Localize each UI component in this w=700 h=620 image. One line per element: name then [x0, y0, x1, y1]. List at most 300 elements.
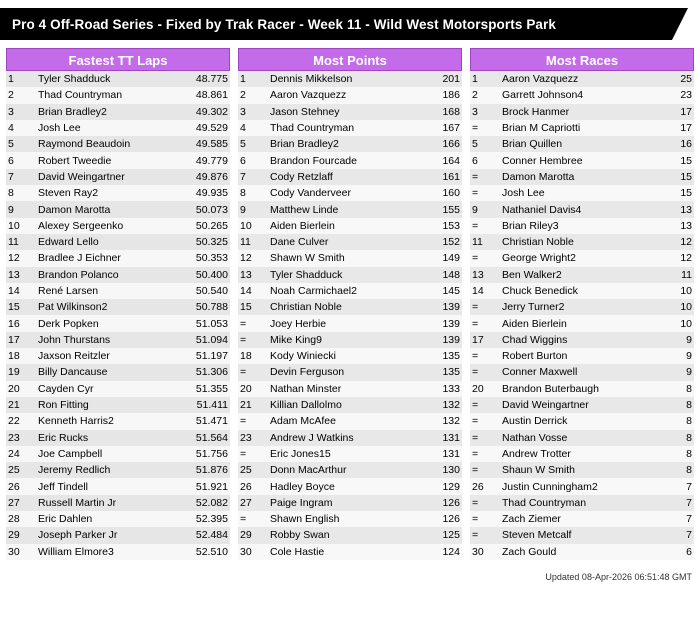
row-position: 5	[238, 136, 268, 152]
table-row	[238, 218, 462, 234]
row-value: 10	[640, 315, 694, 331]
row-driver: Shawn W Smith	[268, 250, 408, 266]
row-driver: Garrett Johnson4	[500, 87, 640, 103]
table-body-most-points	[238, 71, 462, 560]
row-value: 49.529	[176, 120, 230, 136]
row-value: 51.306	[176, 364, 230, 380]
table-row	[470, 478, 694, 494]
table-row	[470, 201, 694, 217]
row-driver: Shawn English	[268, 511, 408, 527]
column-header-fastest-tt-laps: Fastest TT Laps	[6, 48, 230, 71]
table-row	[470, 71, 694, 87]
row-driver: Joseph Parker Jr	[36, 527, 176, 543]
row-position: 21	[6, 397, 36, 413]
row-position: 26	[6, 478, 36, 494]
row-position: 10	[6, 218, 36, 234]
table-body-fastest-tt-laps	[6, 71, 230, 560]
row-driver: Eric Jones15	[268, 446, 408, 462]
row-value: 7	[640, 511, 694, 527]
row-position: 26	[238, 478, 268, 494]
row-value: 51.756	[176, 446, 230, 462]
row-driver: Mike King9	[268, 332, 408, 348]
table-fastest-tt-laps	[6, 71, 230, 560]
table-row	[470, 527, 694, 543]
row-position: 30	[238, 544, 268, 560]
row-driver: David Weingartner	[500, 397, 640, 413]
table-row	[6, 332, 230, 348]
row-value: 201	[408, 71, 462, 87]
row-position: =	[238, 315, 268, 331]
table-row	[238, 446, 462, 462]
row-value: 186	[408, 87, 462, 103]
row-driver: Robert Burton	[500, 348, 640, 364]
row-driver: Aaron Vazquezz	[500, 71, 640, 87]
row-driver: Chad Wiggins	[500, 332, 640, 348]
table-row	[470, 267, 694, 283]
row-value: 153	[408, 218, 462, 234]
row-driver: Cody Vanderveer	[268, 185, 408, 201]
row-driver: Jeff Tindell	[36, 478, 176, 494]
table-row	[6, 446, 230, 462]
row-value: 49.585	[176, 136, 230, 152]
row-value: 8	[640, 430, 694, 446]
row-value: 50.265	[176, 218, 230, 234]
row-driver: Derk Popken	[36, 315, 176, 331]
row-position: 13	[6, 267, 36, 283]
table-row	[238, 283, 462, 299]
row-value: 164	[408, 152, 462, 168]
table-row	[238, 348, 462, 364]
row-value: 49.935	[176, 185, 230, 201]
row-value: 149	[408, 250, 462, 266]
row-value: 139	[408, 299, 462, 315]
row-value: 125	[408, 527, 462, 543]
row-position: =	[470, 527, 500, 543]
row-driver: Matthew Linde	[268, 201, 408, 217]
row-value: 166	[408, 136, 462, 152]
table-row	[470, 250, 694, 266]
row-value: 52.484	[176, 527, 230, 543]
row-driver: Brian Quillen	[500, 136, 640, 152]
row-value: 167	[408, 120, 462, 136]
row-position: 9	[6, 201, 36, 217]
table-row	[6, 152, 230, 168]
row-driver: Jeremy Redlich	[36, 462, 176, 478]
row-value: 50.353	[176, 250, 230, 266]
row-position: 11	[470, 234, 500, 250]
row-value: 12	[640, 234, 694, 250]
row-position: =	[238, 413, 268, 429]
row-position: =	[470, 169, 500, 185]
table-row	[238, 136, 462, 152]
row-position: 3	[6, 104, 36, 120]
row-position: 20	[6, 381, 36, 397]
row-value: 129	[408, 478, 462, 494]
row-position: =	[470, 462, 500, 478]
row-position: 19	[6, 364, 36, 380]
table-row	[6, 218, 230, 234]
row-value: 8	[640, 397, 694, 413]
row-driver: Devin Ferguson	[268, 364, 408, 380]
table-row	[238, 104, 462, 120]
row-driver: Russell Martin Jr	[36, 495, 176, 511]
row-value: 10	[640, 283, 694, 299]
row-driver: Tyler Shadduck	[268, 267, 408, 283]
row-value: 9	[640, 332, 694, 348]
row-driver: Paige Ingram	[268, 495, 408, 511]
row-value: 50.325	[176, 234, 230, 250]
table-row	[6, 299, 230, 315]
row-position: =	[470, 218, 500, 234]
row-driver: Brandon Buterbaugh	[500, 381, 640, 397]
table-row	[470, 136, 694, 152]
table-row	[470, 511, 694, 527]
row-value: 13	[640, 201, 694, 217]
row-value: 131	[408, 430, 462, 446]
table-row	[238, 478, 462, 494]
table-row	[238, 152, 462, 168]
row-value: 52.510	[176, 544, 230, 560]
table-most-points	[238, 71, 462, 560]
row-value: 124	[408, 544, 462, 560]
row-driver: Brian Riley3	[500, 218, 640, 234]
row-position: =	[470, 495, 500, 511]
row-position: 2	[6, 87, 36, 103]
row-driver: Brian M Capriotti	[500, 120, 640, 136]
table-row	[470, 544, 694, 560]
row-driver: Aaron Vazquezz	[268, 87, 408, 103]
row-driver: Damon Marotta	[36, 201, 176, 217]
updated-timestamp: Updated 08-Apr-2026 06:51:48 GMT	[545, 572, 692, 582]
row-position: 15	[6, 299, 36, 315]
row-driver: Conner Maxwell	[500, 364, 640, 380]
table-row	[238, 462, 462, 478]
table-row	[238, 397, 462, 413]
row-driver: Dennis Mikkelson	[268, 71, 408, 87]
row-driver: Eric Rucks	[36, 430, 176, 446]
row-value: 8	[640, 413, 694, 429]
row-position: 12	[238, 250, 268, 266]
row-position: 20	[238, 381, 268, 397]
row-position: =	[470, 120, 500, 136]
row-value: 131	[408, 446, 462, 462]
row-driver: Alexey Sergeenko	[36, 218, 176, 234]
table-row	[6, 364, 230, 380]
row-position: 25	[6, 462, 36, 478]
row-driver: Nathan Vosse	[500, 430, 640, 446]
row-driver: Christian Noble	[268, 299, 408, 315]
row-position: 12	[6, 250, 36, 266]
table-row	[6, 283, 230, 299]
row-position: 6	[238, 152, 268, 168]
table-row	[6, 87, 230, 103]
row-driver: Nathan Minster	[268, 381, 408, 397]
row-position: =	[470, 413, 500, 429]
table-row	[6, 495, 230, 511]
row-position: =	[470, 446, 500, 462]
column-most-races	[470, 48, 694, 560]
row-position: 1	[238, 71, 268, 87]
row-position: 5	[6, 136, 36, 152]
row-value: 8	[640, 446, 694, 462]
table-row	[470, 218, 694, 234]
table-row	[6, 381, 230, 397]
row-driver: Brock Hanmer	[500, 104, 640, 120]
column-header-most-races: Most Races	[470, 48, 694, 71]
column-header-most-points: Most Points	[238, 48, 462, 71]
row-position: 29	[6, 527, 36, 543]
row-driver: Jaxson Reitzler	[36, 348, 176, 364]
row-position: =	[470, 315, 500, 331]
row-driver: Cayden Cyr	[36, 381, 176, 397]
row-value: 51.564	[176, 430, 230, 446]
row-driver: Hadley Boyce	[268, 478, 408, 494]
table-row	[470, 120, 694, 136]
row-value: 50.540	[176, 283, 230, 299]
row-driver: Thad Countryman	[36, 87, 176, 103]
table-row	[6, 544, 230, 560]
table-row	[6, 527, 230, 543]
row-driver: Bradlee J Eichner	[36, 250, 176, 266]
row-position: 3	[470, 104, 500, 120]
table-row	[6, 462, 230, 478]
row-position: 8	[238, 185, 268, 201]
row-driver: Steven Metcalf	[500, 527, 640, 543]
row-value: 51.921	[176, 478, 230, 494]
table-row	[238, 87, 462, 103]
table-row	[6, 430, 230, 446]
row-position: =	[470, 185, 500, 201]
table-row	[470, 348, 694, 364]
row-value: 16	[640, 136, 694, 152]
row-position: 14	[6, 283, 36, 299]
row-value: 139	[408, 332, 462, 348]
row-value: 6	[640, 544, 694, 560]
row-position: 24	[6, 446, 36, 462]
row-value: 126	[408, 495, 462, 511]
row-position: 17	[470, 332, 500, 348]
table-row	[470, 152, 694, 168]
row-driver: Chuck Benedick	[500, 283, 640, 299]
row-value: 135	[408, 348, 462, 364]
row-driver: Pat Wilkinson2	[36, 299, 176, 315]
row-value: 130	[408, 462, 462, 478]
table-row	[470, 234, 694, 250]
table-row	[470, 104, 694, 120]
table-row	[6, 397, 230, 413]
row-position: 7	[238, 169, 268, 185]
row-position: 10	[238, 218, 268, 234]
row-driver: Josh Lee	[36, 120, 176, 136]
row-driver: Andrew J Watkins	[268, 430, 408, 446]
row-value: 7	[640, 527, 694, 543]
table-row	[238, 430, 462, 446]
row-value: 155	[408, 201, 462, 217]
row-value: 51.411	[176, 397, 230, 413]
row-value: 145	[408, 283, 462, 299]
row-value: 13	[640, 218, 694, 234]
row-position: 23	[238, 430, 268, 446]
row-value: 8	[640, 381, 694, 397]
row-value: 168	[408, 104, 462, 120]
table-row	[238, 511, 462, 527]
row-value: 139	[408, 315, 462, 331]
table-row	[6, 511, 230, 527]
row-position: =	[238, 364, 268, 380]
row-position: 28	[6, 511, 36, 527]
row-driver: Ron Fitting	[36, 397, 176, 413]
row-value: 9	[640, 364, 694, 380]
row-driver: Tyler Shadduck	[36, 71, 176, 87]
row-position: 3	[238, 104, 268, 120]
table-row	[470, 413, 694, 429]
row-position: 7	[6, 169, 36, 185]
row-value: 48.861	[176, 87, 230, 103]
row-value: 48.775	[176, 71, 230, 87]
table-row	[470, 364, 694, 380]
row-value: 152	[408, 234, 462, 250]
leaderboard-columns	[6, 48, 694, 560]
row-driver: Billy Dancause	[36, 364, 176, 380]
table-row	[6, 201, 230, 217]
row-driver: Brian Bradley2	[36, 104, 176, 120]
row-driver: John Thurstans	[36, 332, 176, 348]
row-driver: Edward Lello	[36, 234, 176, 250]
row-value: 7	[640, 478, 694, 494]
row-driver: Joey Herbie	[268, 315, 408, 331]
table-row	[6, 267, 230, 283]
row-driver: Jerry Turner2	[500, 299, 640, 315]
row-driver: Adam McAfee	[268, 413, 408, 429]
row-value: 15	[640, 169, 694, 185]
row-position: 16	[6, 315, 36, 331]
row-driver: Cody Retzlaff	[268, 169, 408, 185]
table-row	[470, 397, 694, 413]
row-value: 9	[640, 348, 694, 364]
row-value: 12	[640, 250, 694, 266]
row-position: =	[470, 348, 500, 364]
row-position: 4	[6, 120, 36, 136]
row-position: 15	[238, 299, 268, 315]
row-position: 27	[238, 495, 268, 511]
table-row	[470, 185, 694, 201]
table-row	[238, 120, 462, 136]
row-value: 49.779	[176, 152, 230, 168]
row-driver: Aiden Bierlein	[268, 218, 408, 234]
table-row	[6, 250, 230, 266]
row-value: 160	[408, 185, 462, 201]
table-row	[470, 332, 694, 348]
table-row	[238, 364, 462, 380]
row-position: 6	[470, 152, 500, 168]
row-driver: Thad Countryman	[268, 120, 408, 136]
row-value: 17	[640, 104, 694, 120]
row-value: 50.400	[176, 267, 230, 283]
row-position: 18	[238, 348, 268, 364]
table-row	[6, 413, 230, 429]
row-position: =	[238, 332, 268, 348]
row-value: 8	[640, 462, 694, 478]
row-position: 4	[238, 120, 268, 136]
row-value: 23	[640, 87, 694, 103]
row-driver: Kody Winiecki	[268, 348, 408, 364]
row-value: 52.082	[176, 495, 230, 511]
row-value: 51.094	[176, 332, 230, 348]
table-row	[470, 299, 694, 315]
row-value: 51.471	[176, 413, 230, 429]
row-driver: Joe Campbell	[36, 446, 176, 462]
table-row	[238, 299, 462, 315]
row-value: 133	[408, 381, 462, 397]
row-position: =	[470, 364, 500, 380]
table-row	[470, 462, 694, 478]
row-position: 13	[470, 267, 500, 283]
row-position: 14	[238, 283, 268, 299]
row-driver: Shaun W Smith	[500, 462, 640, 478]
row-position: 29	[238, 527, 268, 543]
row-driver: Justin Cunningham2	[500, 478, 640, 494]
row-value: 135	[408, 364, 462, 380]
row-driver: Zach Ziemer	[500, 511, 640, 527]
table-row	[470, 381, 694, 397]
table-row	[470, 169, 694, 185]
table-row	[6, 185, 230, 201]
row-position: 25	[238, 462, 268, 478]
table-row	[6, 169, 230, 185]
row-value: 51.053	[176, 315, 230, 331]
row-driver: Noah Carmichael2	[268, 283, 408, 299]
row-driver: Thad Countryman	[500, 495, 640, 511]
row-position: =	[238, 446, 268, 462]
table-row	[238, 201, 462, 217]
row-value: 51.355	[176, 381, 230, 397]
table-row	[238, 332, 462, 348]
row-value: 50.073	[176, 201, 230, 217]
row-position: 30	[470, 544, 500, 560]
table-body-most-races	[470, 71, 694, 560]
row-position: 2	[238, 87, 268, 103]
row-value: 49.876	[176, 169, 230, 185]
row-driver: Dane Culver	[268, 234, 408, 250]
table-row	[470, 87, 694, 103]
row-driver: Zach Gould	[500, 544, 640, 560]
row-value: 148	[408, 267, 462, 283]
table-row	[238, 169, 462, 185]
row-position: 9	[238, 201, 268, 217]
row-value: 7	[640, 495, 694, 511]
row-driver: Josh Lee	[500, 185, 640, 201]
row-position: 30	[6, 544, 36, 560]
table-row	[6, 234, 230, 250]
row-driver: Austin Derrick	[500, 413, 640, 429]
row-driver: Robert Tweedie	[36, 152, 176, 168]
row-driver: Steven Ray2	[36, 185, 176, 201]
table-row	[238, 544, 462, 560]
row-value: 15	[640, 185, 694, 201]
row-position: =	[470, 299, 500, 315]
column-most-points	[238, 48, 462, 560]
table-row	[470, 495, 694, 511]
row-driver: Nathaniel Davis4	[500, 201, 640, 217]
row-position: 9	[470, 201, 500, 217]
table-row	[238, 71, 462, 87]
table-most-races	[470, 71, 694, 560]
row-driver: Kenneth Harris2	[36, 413, 176, 429]
row-value: 52.395	[176, 511, 230, 527]
row-position: 1	[470, 71, 500, 87]
row-position: 5	[470, 136, 500, 152]
row-driver: Damon Marotta	[500, 169, 640, 185]
